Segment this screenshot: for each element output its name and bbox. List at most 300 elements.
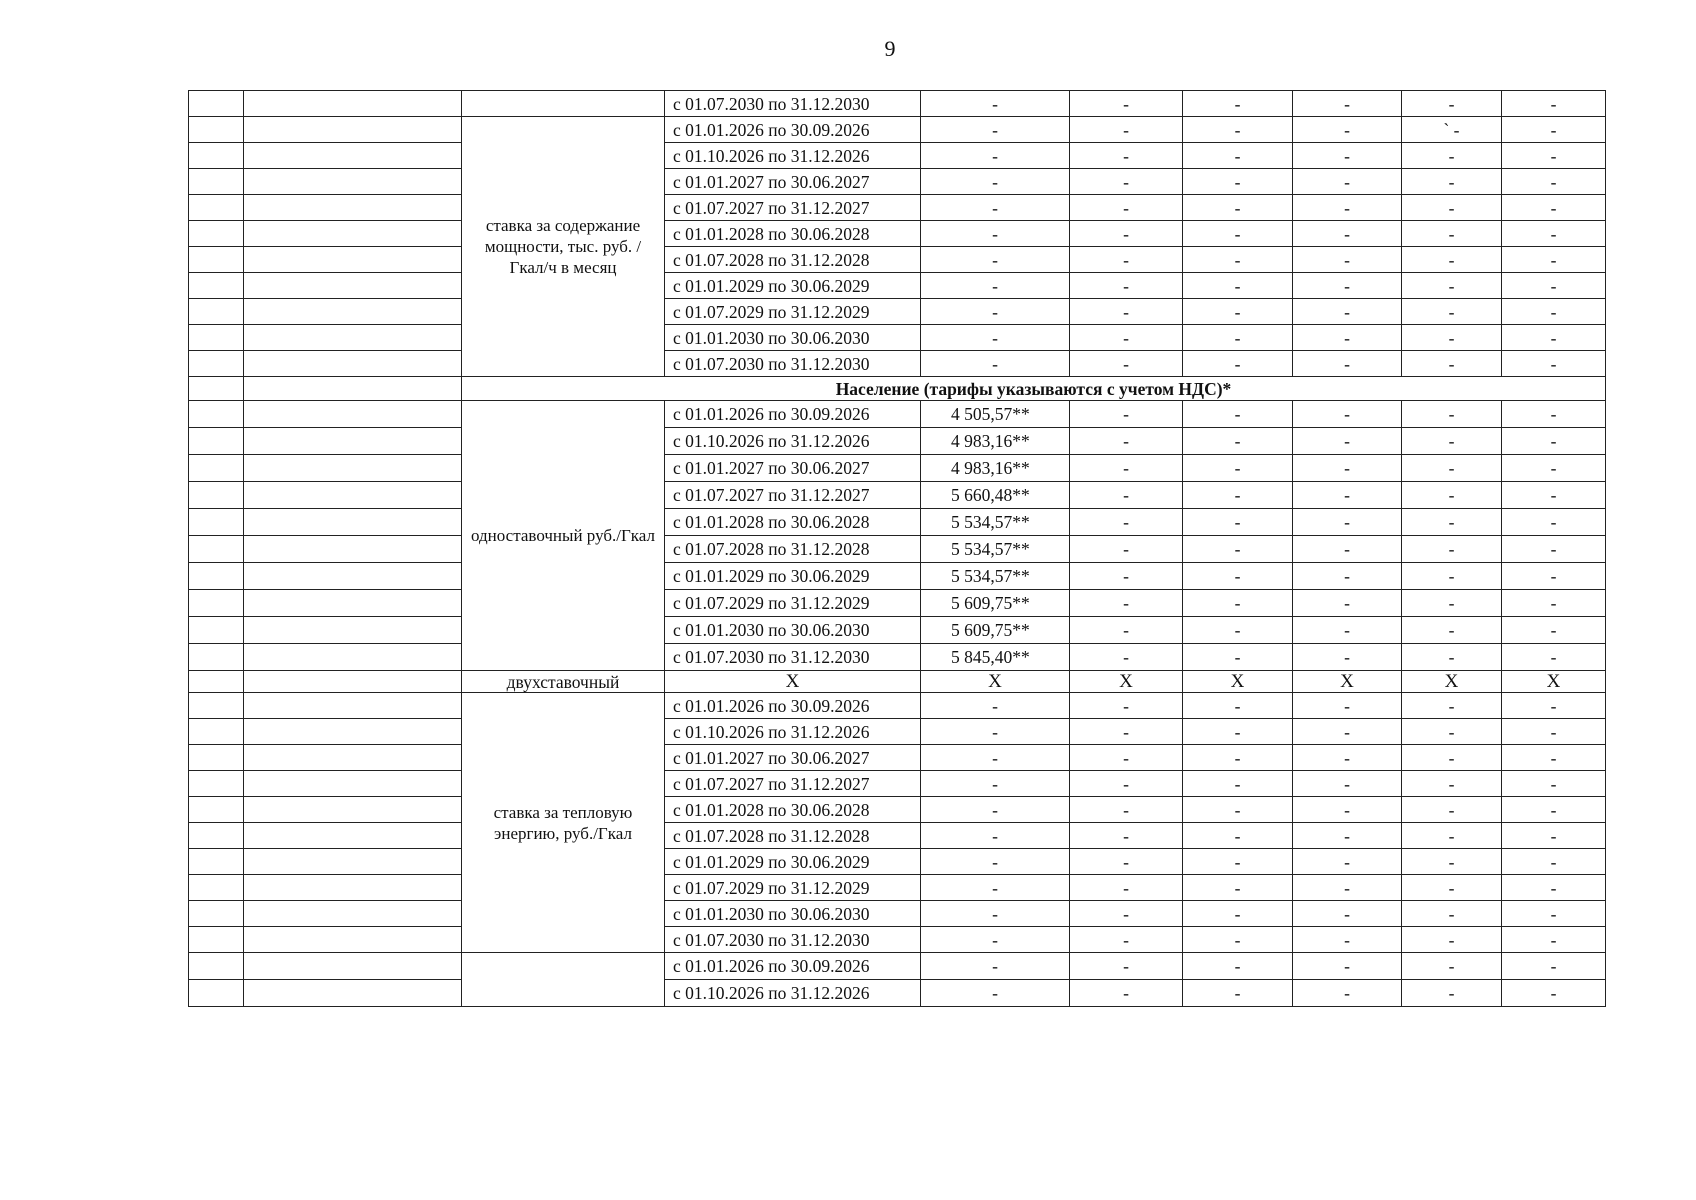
value-cell: - [1502,980,1606,1007]
table-row [189,797,1606,823]
value-cell: - [1502,617,1606,644]
value-cell: - [1293,875,1402,901]
value-cell: - [921,927,1070,953]
value-cell: - [1183,823,1293,849]
empty-cell [244,401,462,428]
table-row [189,536,1606,563]
value-cell: - [921,745,1070,771]
table-row [189,901,1606,927]
empty-cell [244,247,462,273]
empty-cell [189,849,244,875]
value-cell: - [1070,693,1183,719]
x-cell: Х [665,671,921,693]
period-cell: с 01.01.2026 по 30.09.2026 [665,117,921,143]
empty-cell [244,169,462,195]
empty-cell [189,509,244,536]
empty-cell [462,953,665,1007]
value-cell: - [1183,273,1293,299]
value-cell: - [1070,428,1183,455]
empty-cell [189,644,244,671]
value-cell: - [1502,563,1606,590]
value-cell: - [1183,195,1293,221]
value-cell: - [1502,771,1606,797]
value-cell: - [1402,195,1502,221]
value-cell: - [921,719,1070,745]
value-cell: - [921,91,1070,117]
value-cell: - [921,351,1070,377]
value-cell: - [921,247,1070,273]
empty-cell [244,91,462,117]
value-cell: 5 660,48** [921,482,1070,509]
value-cell: - [1502,644,1606,671]
value-cell: - [921,875,1070,901]
value-cell: - [1293,771,1402,797]
empty-cell [244,644,462,671]
value-cell: - [921,117,1070,143]
tariff-table-body [189,91,1606,1007]
row-group-label: ставка за тепловую энергию, руб./Гкал [462,693,665,953]
value-cell: - [1402,875,1502,901]
empty-cell [244,563,462,590]
section-header: Население (тарифы указываются с учетом НДС)* [462,377,1606,401]
table-row [189,563,1606,590]
value-cell: - [1070,195,1183,221]
value-cell: - [1070,617,1183,644]
value-cell: - [1293,351,1402,377]
value-cell: - [1402,536,1502,563]
value-cell: 5 609,75** [921,590,1070,617]
empty-cell [189,980,244,1007]
empty-cell [462,91,665,117]
value-cell: - [1070,351,1183,377]
empty-cell [244,617,462,644]
value-cell: - [1293,849,1402,875]
empty-cell [189,273,244,299]
empty-cell [189,823,244,849]
value-cell: - [921,953,1070,980]
empty-cell [189,117,244,143]
value-cell: - [1293,143,1402,169]
period-cell: с 01.01.2027 по 30.06.2027 [665,745,921,771]
value-cell: - [1402,299,1502,325]
value-cell: - [1070,823,1183,849]
empty-cell [189,401,244,428]
empty-cell [189,195,244,221]
value-cell: - [1293,482,1402,509]
value-cell: - [1070,644,1183,671]
value-cell: - [1502,401,1606,428]
table-row [189,482,1606,509]
x-cell: Х [1502,671,1606,693]
value-cell: - [1183,509,1293,536]
empty-cell [189,247,244,273]
value-cell: - [1070,536,1183,563]
value-cell: - [1293,509,1402,536]
value-cell: - [1183,901,1293,927]
value-cell: - [1293,980,1402,1007]
value-cell: - [921,771,1070,797]
value-cell: - [1402,428,1502,455]
empty-cell [189,299,244,325]
period-cell: с 01.01.2030 по 30.06.2030 [665,617,921,644]
value-cell: - [1070,797,1183,823]
value-cell: - [1183,797,1293,823]
empty-cell [244,590,462,617]
value-cell: - [921,195,1070,221]
table-row [189,221,1606,247]
value-cell: - [1293,325,1402,351]
value-cell: - [1293,91,1402,117]
period-cell: с 01.10.2026 по 31.12.2026 [665,719,921,745]
empty-cell [244,745,462,771]
value-cell: - [921,980,1070,1007]
value-cell: - [921,299,1070,325]
empty-cell [244,901,462,927]
value-cell: - [1183,536,1293,563]
empty-cell [189,771,244,797]
value-cell: - [1183,563,1293,590]
value-cell: - [1402,797,1502,823]
empty-cell [189,745,244,771]
empty-cell [189,901,244,927]
period-cell: с 01.01.2030 по 30.06.2030 [665,901,921,927]
value-cell: - [921,823,1070,849]
value-cell: - [1070,91,1183,117]
period-cell: с 01.07.2029 по 31.12.2029 [665,299,921,325]
table-row [189,953,1606,980]
period-cell: с 01.01.2028 по 30.06.2028 [665,797,921,823]
value-cell: - [1183,351,1293,377]
value-cell: - [1402,953,1502,980]
table-row [189,644,1606,671]
value-cell: - [921,273,1070,299]
value-cell: 4 983,16** [921,428,1070,455]
value-cell: - [1070,247,1183,273]
period-cell: с 01.10.2026 по 31.12.2026 [665,143,921,169]
table-row [189,351,1606,377]
period-cell: с 01.07.2030 по 31.12.2030 [665,351,921,377]
value-cell: - [1502,797,1606,823]
value-cell: - [1293,745,1402,771]
value-cell: - [1183,299,1293,325]
value-cell: - [1502,169,1606,195]
value-cell: - [1402,901,1502,927]
value-cell: - [921,901,1070,927]
value-cell: - [1183,693,1293,719]
value-cell: - [1402,590,1502,617]
value-cell: - [1293,273,1402,299]
value-cell: - [1502,901,1606,927]
value-cell: - [1502,719,1606,745]
table-row [189,849,1606,875]
x-cell: Х [1183,671,1293,693]
value-cell: - [1402,401,1502,428]
empty-cell [189,455,244,482]
empty-cell [244,953,462,980]
value-cell: - [921,849,1070,875]
value-cell: - [1402,351,1502,377]
period-cell: с 01.07.2028 по 31.12.2028 [665,536,921,563]
empty-cell [244,351,462,377]
value-cell: 5 845,40** [921,644,1070,671]
value-cell: - [921,169,1070,195]
table-row [189,325,1606,351]
value-cell: - [1402,143,1502,169]
value-cell: - [1293,247,1402,273]
value-cell: - [1502,482,1606,509]
value-cell: - [1070,590,1183,617]
value-cell: - [1502,590,1606,617]
value-cell: 5 534,57** [921,509,1070,536]
value-cell: - [1183,91,1293,117]
value-cell: - [1183,849,1293,875]
value-cell: - [1502,927,1606,953]
empty-cell [189,169,244,195]
empty-cell [244,980,462,1007]
table-row [189,455,1606,482]
value-cell: - [1293,455,1402,482]
empty-cell [244,455,462,482]
value-cell: - [1070,455,1183,482]
value-cell: - [1070,901,1183,927]
table-row [189,823,1606,849]
period-cell: с 01.01.2027 по 30.06.2027 [665,169,921,195]
value-cell: - [1070,299,1183,325]
value-cell: - [1293,169,1402,195]
value-cell: - [1502,953,1606,980]
value-cell: - [1070,509,1183,536]
empty-cell [244,875,462,901]
value-cell: - [1183,169,1293,195]
period-cell: с 01.01.2029 по 30.06.2029 [665,563,921,590]
value-cell: - [1293,719,1402,745]
table-row [189,509,1606,536]
value-cell: - [1502,509,1606,536]
value-cell: - [1402,771,1502,797]
value-cell: - [1502,195,1606,221]
value-cell: - [1402,644,1502,671]
empty-cell [189,719,244,745]
period-cell: с 01.07.2028 по 31.12.2028 [665,247,921,273]
value-cell: - [1183,644,1293,671]
period-cell: с 01.01.2028 по 30.06.2028 [665,221,921,247]
value-cell: - [1293,117,1402,143]
value-cell: - [921,325,1070,351]
period-cell: с 01.01.2026 по 30.09.2026 [665,953,921,980]
table-row [189,169,1606,195]
period-cell: с 01.10.2026 по 31.12.2026 [665,980,921,1007]
period-cell: с 01.07.2029 по 31.12.2029 [665,875,921,901]
value-cell: - [1502,428,1606,455]
table-row [189,745,1606,771]
value-cell: - [1402,849,1502,875]
table-row [189,590,1606,617]
value-cell: - [1183,401,1293,428]
empty-cell [244,221,462,247]
value-cell: - [1070,745,1183,771]
value-cell: - [1402,563,1502,590]
row-group-label: одноставочный руб./Гкал [462,401,665,671]
value-cell: - [1070,143,1183,169]
value-cell: - [1502,299,1606,325]
row-group-label: ставка за содержание мощности, тыс. руб. /Гкал/ч в месяц [462,117,665,377]
table-row [189,401,1606,428]
empty-cell [244,273,462,299]
tariff-table [188,90,1606,1007]
table-row [189,91,1606,117]
value-cell: - [1070,169,1183,195]
value-cell: - [1293,299,1402,325]
value-cell: - [1502,91,1606,117]
table-row [189,719,1606,745]
empty-cell [189,351,244,377]
empty-cell [244,671,462,693]
value-cell: - [1402,482,1502,509]
empty-cell [189,797,244,823]
value-cell: - [1502,455,1606,482]
value-cell: ` - [1402,117,1502,143]
value-cell: - [1402,823,1502,849]
value-cell: - [1070,849,1183,875]
empty-cell [189,875,244,901]
value-cell: - [1402,719,1502,745]
empty-cell [189,927,244,953]
value-cell: - [1293,797,1402,823]
value-cell: - [1183,745,1293,771]
value-cell: - [1402,247,1502,273]
table-row [189,117,1606,143]
empty-cell [189,428,244,455]
table-row [189,299,1606,325]
empty-cell [244,509,462,536]
value-cell: - [1070,401,1183,428]
value-cell: - [1502,693,1606,719]
value-cell: - [1293,617,1402,644]
value-cell: 5 534,57** [921,536,1070,563]
table-row [189,195,1606,221]
empty-cell [244,143,462,169]
empty-cell [189,590,244,617]
period-cell: с 01.01.2030 по 30.06.2030 [665,325,921,351]
value-cell: - [1183,927,1293,953]
value-cell: - [1402,693,1502,719]
value-cell: - [921,797,1070,823]
value-cell: - [1070,875,1183,901]
value-cell: - [1502,351,1606,377]
empty-cell [244,693,462,719]
table-row [189,693,1606,719]
value-cell: - [1293,428,1402,455]
value-cell: - [1070,325,1183,351]
period-cell: с 01.07.2027 по 31.12.2027 [665,482,921,509]
value-cell: - [1402,91,1502,117]
empty-cell [189,91,244,117]
period-cell: с 01.07.2028 по 31.12.2028 [665,823,921,849]
value-cell: - [1293,693,1402,719]
period-cell: с 01.01.2027 по 30.06.2027 [665,455,921,482]
value-cell: - [1070,273,1183,299]
table-row [189,247,1606,273]
empty-cell [189,536,244,563]
empty-cell [244,325,462,351]
value-cell: - [1502,143,1606,169]
value-cell: - [1502,823,1606,849]
period-cell: с 01.01.2029 по 30.06.2029 [665,849,921,875]
empty-cell [244,771,462,797]
period-cell: с 01.01.2026 по 30.09.2026 [665,693,921,719]
value-cell: - [921,143,1070,169]
value-cell: - [1183,455,1293,482]
value-cell: - [1183,247,1293,273]
value-cell: - [1293,953,1402,980]
table-row [189,980,1606,1007]
value-cell: - [1293,901,1402,927]
value-cell: - [1070,927,1183,953]
empty-cell [189,482,244,509]
table-row [189,617,1606,644]
x-cell: Х [1293,671,1402,693]
period-cell: с 01.01.2028 по 30.06.2028 [665,509,921,536]
period-cell: с 01.10.2026 по 31.12.2026 [665,428,921,455]
table-row [189,671,1606,693]
empty-cell [244,117,462,143]
value-cell: - [1502,875,1606,901]
value-cell: - [1293,927,1402,953]
period-cell: с 01.01.2029 по 30.06.2029 [665,273,921,299]
value-cell: - [1293,195,1402,221]
value-cell: - [1183,771,1293,797]
value-cell: - [921,693,1070,719]
value-cell: - [1293,644,1402,671]
period-cell: с 01.01.2026 по 30.09.2026 [665,401,921,428]
value-cell: - [1070,221,1183,247]
empty-cell [189,143,244,169]
value-cell: - [1293,536,1402,563]
value-cell: - [1183,428,1293,455]
table-row [189,377,1606,401]
value-cell: - [1402,745,1502,771]
value-cell: - [1402,169,1502,195]
value-cell: - [1402,273,1502,299]
empty-cell [189,563,244,590]
value-cell: - [1502,117,1606,143]
value-cell: - [1183,617,1293,644]
value-cell: - [1402,617,1502,644]
empty-cell [244,719,462,745]
table-row [189,143,1606,169]
value-cell: - [1502,273,1606,299]
empty-cell [244,823,462,849]
value-cell: - [1502,247,1606,273]
value-cell: - [1070,771,1183,797]
value-cell: - [1402,221,1502,247]
empty-cell [244,195,462,221]
x-cell: Х [921,671,1070,693]
value-cell: - [1183,325,1293,351]
table-row [189,927,1606,953]
value-cell: - [1183,117,1293,143]
value-cell: - [1293,823,1402,849]
empty-cell [189,693,244,719]
value-cell: - [1183,482,1293,509]
empty-cell [189,377,244,401]
value-cell: 4 505,57** [921,401,1070,428]
value-cell: - [1293,590,1402,617]
x-cell: Х [1070,671,1183,693]
period-cell: с 01.07.2027 по 31.12.2027 [665,771,921,797]
period-cell: с 01.07.2030 по 31.12.2030 [665,91,921,117]
value-cell: - [921,221,1070,247]
